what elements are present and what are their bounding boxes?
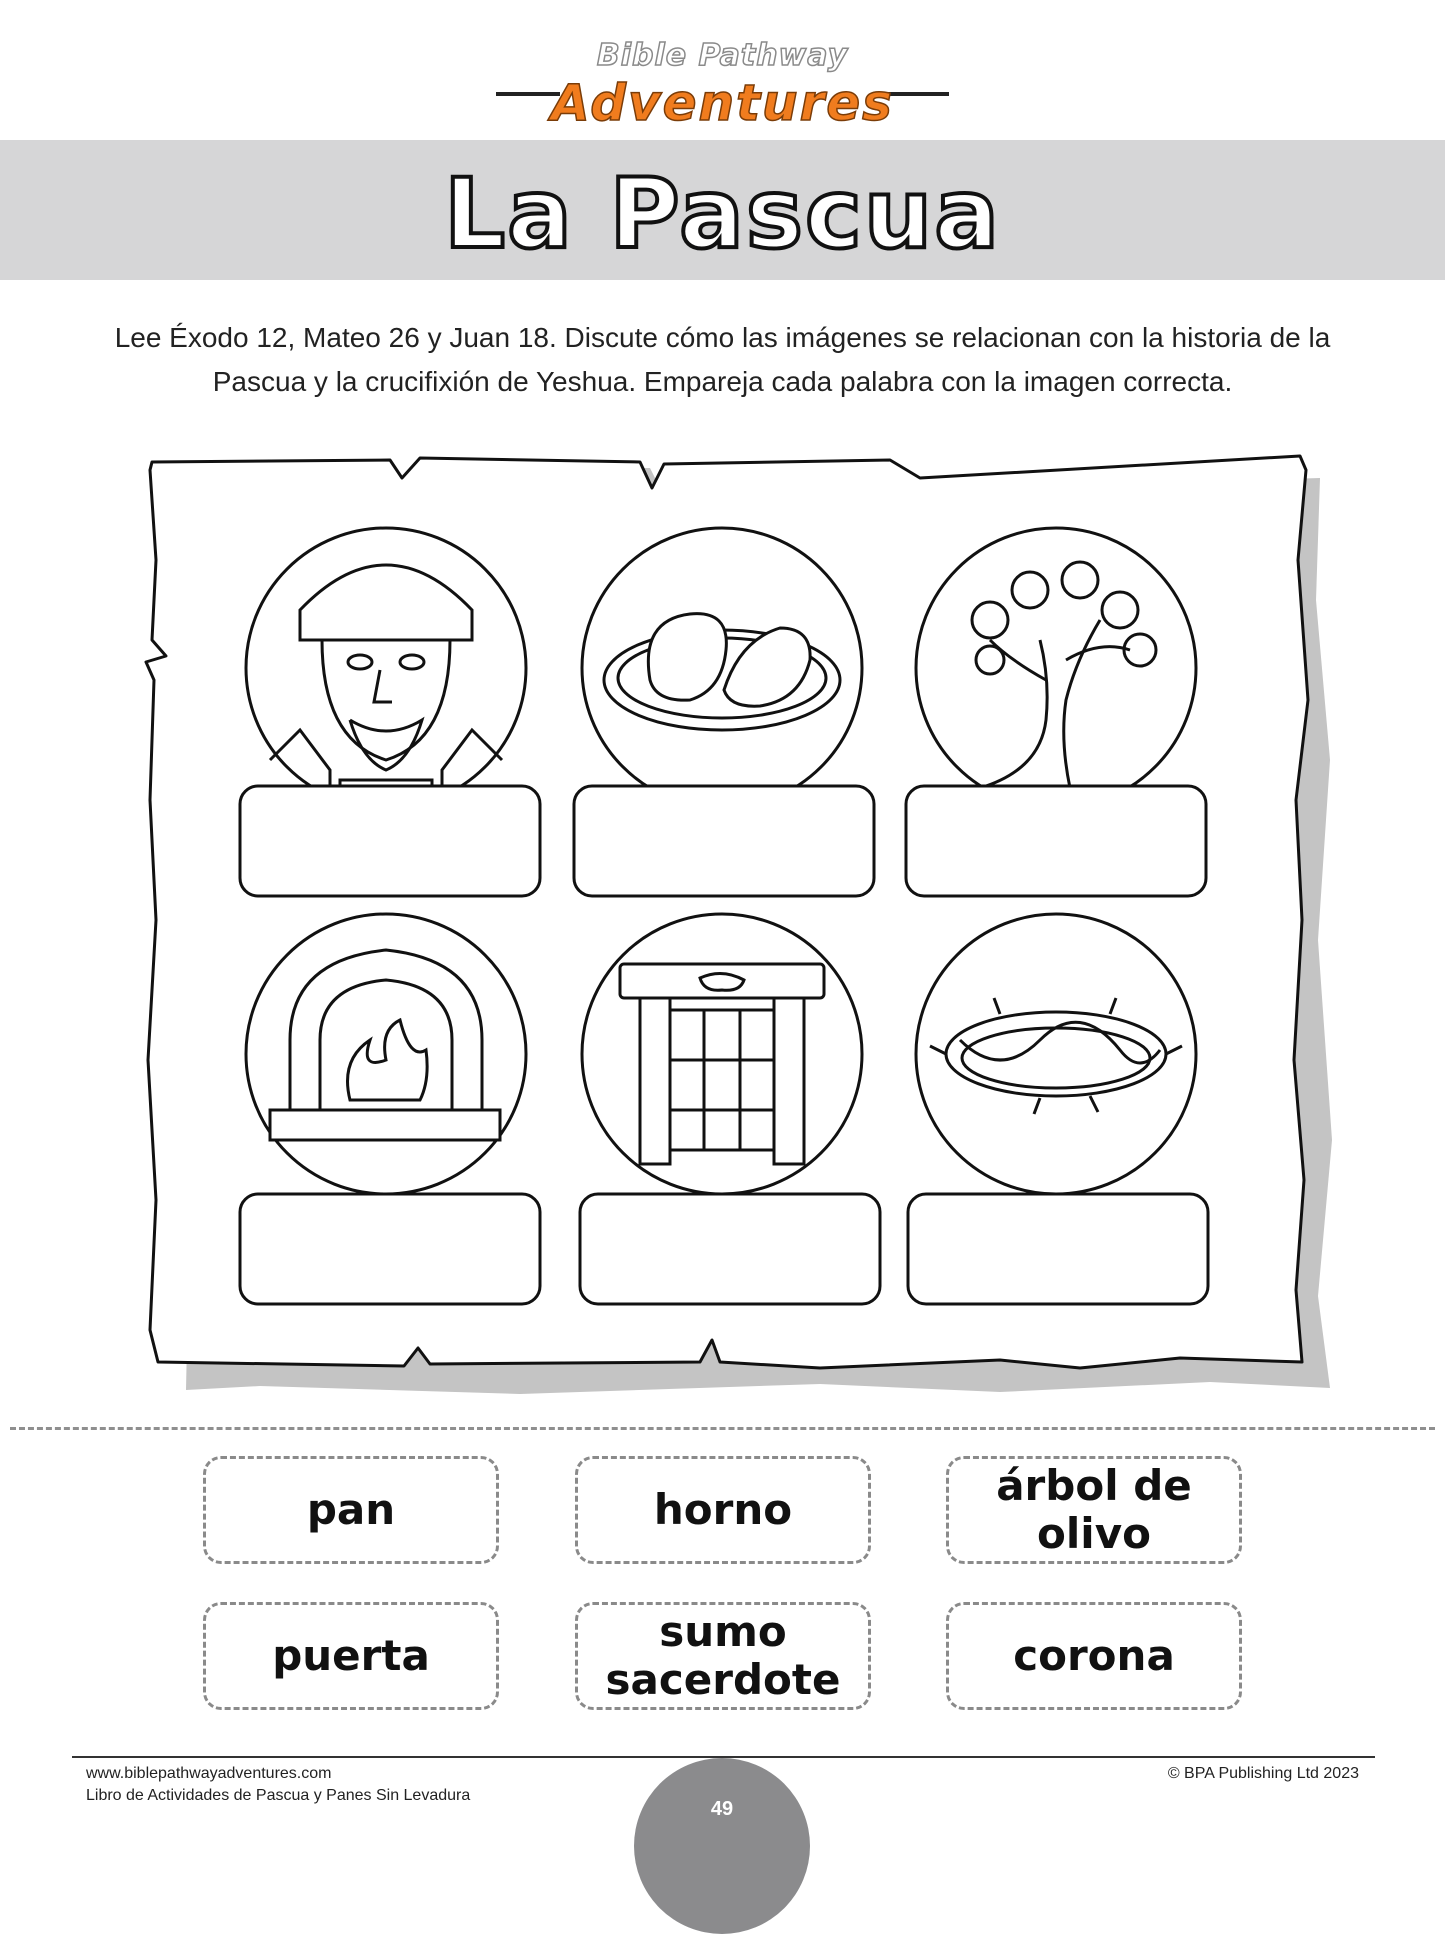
word-card-label: puerta [272,1631,430,1680]
word-card-label: sumo sacerdote [605,1607,841,1704]
picture-high-priest [246,528,526,808]
parchment-scroll [0,440,1445,1400]
answer-box-3[interactable] [906,786,1206,896]
title-band [0,140,1445,280]
brand-main-text: Adventures [551,74,894,132]
picture-oven [246,914,526,1194]
word-card-label: corona [1013,1631,1175,1680]
page-number-tab [634,1758,810,1934]
answer-box-1[interactable] [240,786,540,896]
word-card-label: pan [306,1485,396,1534]
word-card-arbol-de-olivo[interactable] [946,1456,1242,1564]
footer-book-title: Libro de Actividades de Pascua y Panes Sin Levadura [86,1787,471,1804]
word-card-pan[interactable] [203,1456,499,1564]
answer-box-2[interactable] [574,786,874,896]
word-card-label: árbol de olivo [996,1461,1192,1558]
brand-top-text: Bible Pathway [596,38,849,73]
instructions: Lee Éxodo 12, Mateo 26 y Juan 18. Discute cómo las imágenes se relacionan con la historia de la Pascua y la crucifixión de Yeshua. Empareja cada palabra con la imagen correcta. [114,322,1331,397]
word-card-label: horno [653,1485,793,1534]
brand-logo [0,30,1445,140]
answer-box-4[interactable] [240,1194,540,1304]
footer-copyright: © BPA Publishing Ltd 2023 [1167,1765,1359,1782]
picture-door [582,914,862,1194]
answer-box-5[interactable] [580,1194,880,1304]
picture-olive-tree [916,528,1196,808]
cut-line [10,1427,1435,1430]
page-number: 49 [710,1798,734,1820]
word-card-puerta[interactable] [203,1602,499,1710]
picture-bread [582,528,862,808]
word-card-sumo-sacerdote[interactable] [575,1602,871,1710]
footer-website[interactable]: www.biblepathwayadventures.com [86,1765,332,1782]
answer-box-6[interactable] [908,1194,1208,1304]
word-card-horno[interactable] [575,1456,871,1564]
door-icon [620,964,824,1164]
picture-crown-of-thorns [916,914,1196,1194]
word-card-corona[interactable] [946,1602,1242,1710]
page-title: La Pascua [443,158,1002,270]
footer-left [86,1763,470,1807]
